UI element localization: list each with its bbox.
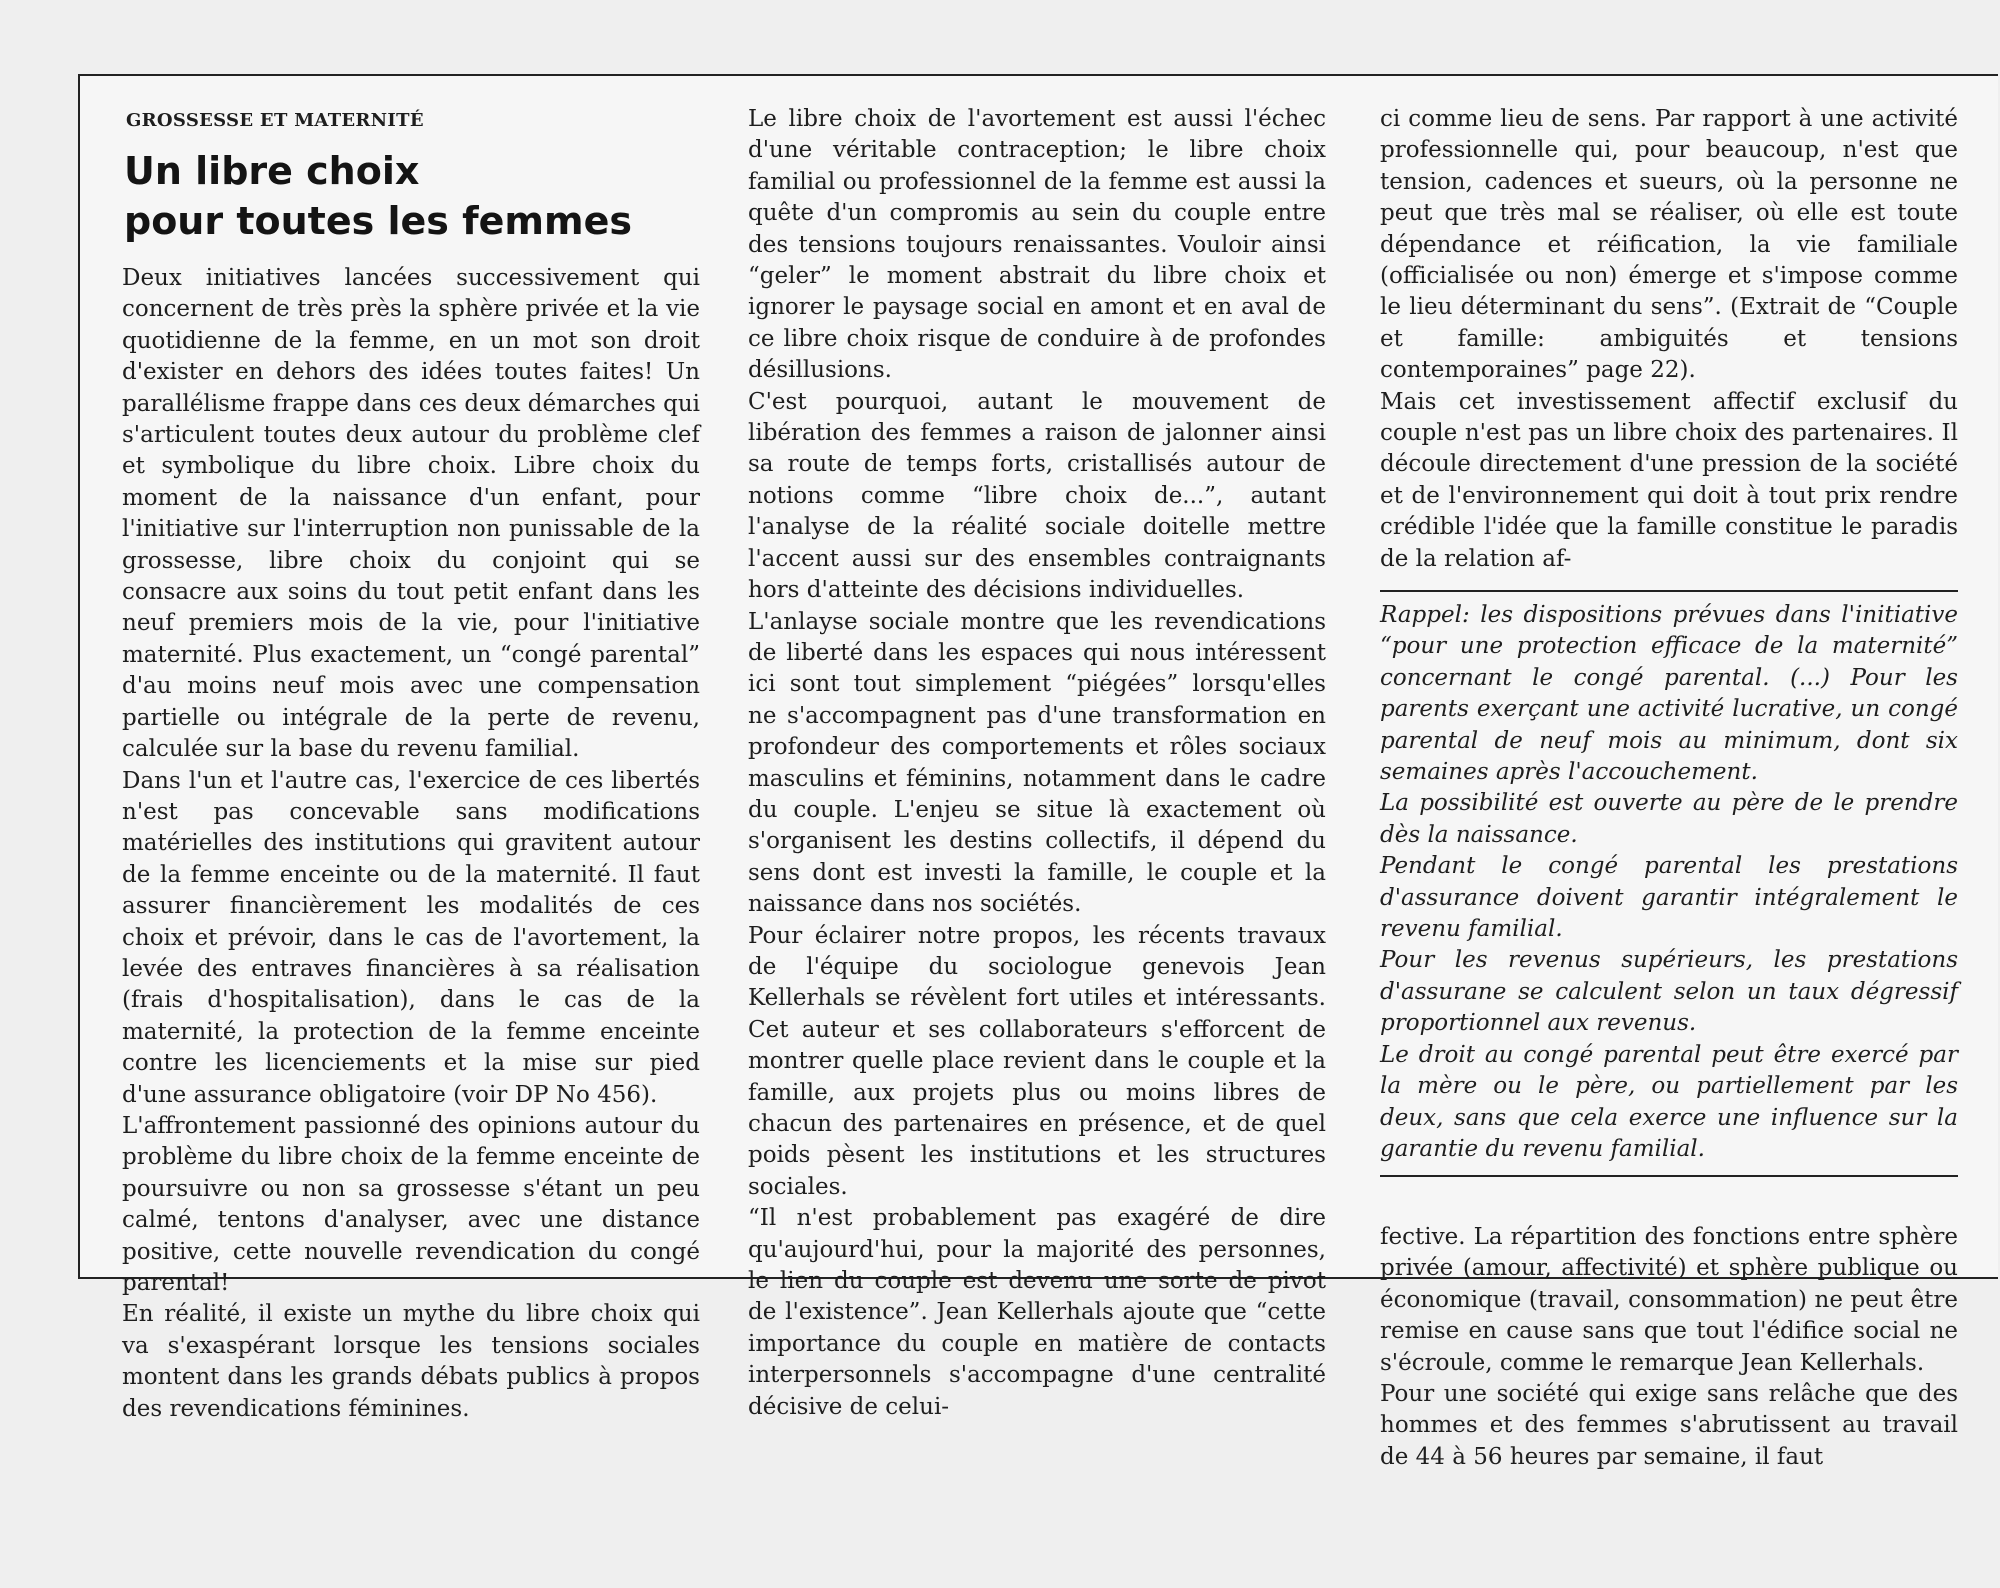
reminder-box (1380, 590, 1958, 1177)
column-3-bottom (1380, 1222, 1958, 1473)
column-3-top (1380, 104, 1958, 575)
title-line-2: pour toutes les femmes (124, 199, 632, 243)
box-paragraph: Pour les revenus supérieurs, les prestations d'assurane se calculent selon un taux dégressif proportionnel aux revenus. (1380, 947, 1958, 1037)
paragraph: Dans l'un et l'autre cas, l'exercice de ces libertés n'est pas concevable sans modifications matérielles des institutions qui gravitent autour de la femme enceinte ou de la maternité. Il faut assurer financièrement les modalités de ces choix et prévoir, dans le cas de l'avortement, la levée des entraves financières à sa réalisation (frais d'hospitalisation), dans le cas de la maternité, la protection de la femme enceinte contre les licenciements et la mise sur pied d'une assurance obligatoire (voir DP No 456). (122, 767, 700, 1108)
paragraph: “Il n'est probablement pas exagéré de dire qu'aujourd'hui, pour la majorité des personnes, le lien du couple est devenu une sorte de pivot de l'existence”. Jean Kellerhals ajoute que “cette importance du couple en matière de contacts interpersonnels s'accompagne d'une centralité décisive de celui- (748, 1205, 1326, 1420)
paragraph: En réalité, il existe un mythe du libre choix qui va s'exaspérant lorsque les tensions sociales montent dans les grands débats publics à propos des revendications féminines. (122, 1301, 700, 1422)
paragraph: L'affrontement passionné des opinions autour du problème du libre choix de la femme enceinte de poursuivre ou non sa grossesse s'étant un peu calmé, tentons d'analyser, avec une distance positive, cette nouvelle revendication du congé parental! (122, 1112, 700, 1296)
column-2 (748, 104, 1326, 1423)
paragraph: Pour une société qui exige sans relâche que des hommes et des femmes s'abrutissent au travail de 44 à 56 heures par semaine, il faut (1380, 1381, 1958, 1470)
paragraph: fective. La répartition des fonctions entre sphère privée (amour, affectivité) et sphère publique ou économique (travail, consommation) ne peut être remise en cause sans que tout l'édifice social ne s'écroule, comme le remarque Jean Kellerhals. (1380, 1224, 1958, 1376)
column-1 (122, 263, 700, 1425)
title-line-1: Un libre choix (124, 149, 420, 193)
paragraph: Pour éclairer notre propos, les récents travaux de l'équipe du sociologue genevois Jean Kellerhals se révèlent fort utiles et intéressants. Cet auteur et ses collaborateurs s'efforcent de montrer quelle place revient dans le couple et la famille, aux projets plus ou moins libres de chacun des partenaires en présence, et de quel poids pèsent les institutions et les structures sociales. (748, 922, 1326, 1200)
article-title (124, 146, 632, 246)
box-paragraph: La possibilité est ouverte au père de le prendre dès la naissance. (1380, 790, 1958, 848)
section-kicker: GROSSESSE ET MATERNITÉ (126, 110, 424, 131)
box-paragraph: Pendant le congé parental les prestations d'assurance doivent garantir intégralement le revenu familial. (1380, 853, 1958, 943)
paragraph: L'anlayse sociale montre que les revendications de liberté dans les espaces qui nous intéressent ici sont tout simplement “piégées” lorsqu'elles ne s'accompagnent pas d'une transformation en profondeur des comportements et rôles sociaux masculins et féminins, notamment dans le cadre du couple. L'enjeu se situe là exactement où s'organisent les destins collectifs, il dépend du sens dont est investi la famille, le couple et la naissance dans nos sociétés. (748, 608, 1326, 918)
paragraph: Deux initiatives lancées successivement qui concernent de très près la sphère privée et la vie quotidienne de la femme, en un mot son droit d'exister en dehors des idées toutes faites! Un parallélisme frappe dans ces deux démarches qui s'articulent toutes deux autour du problème clef et symbolique du libre choix. Libre choix du moment de la naissance d'un enfant, pour l'initiative sur l'interruption non punissable de la grossesse, libre choix du conjoint qui se consacre aux soins du tout petit enfant dans les neuf premiers mois de la vie, pour l'initiative maternité. Plus exactement, un “congé parental” d'au moins neuf mois avec une compensation partielle ou intégrale de la perte de revenu, calculée sur la base du revenu familial. (122, 265, 700, 763)
paragraph: ci comme lieu de sens. Par rapport à une activité professionnelle qui, pour beaucoup, n'est que tension, cadences et sueurs, où la personne ne peut que très mal se réaliser, où elle est toute dépendance et réification, la vie familiale (officialisée ou non) émerge et s'impose comme le lieu déterminant du sens”. (Extrait de “Couple et famille: ambiguités et tensions contemporaines” page 22). (1380, 106, 1958, 384)
paragraph: Mais cet investissement affectif exclusif du couple n'est pas un libre choix des partenaires. Il découle directement d'une pression de la société et de l'environnement qui doit à tout prix rendre crédible l'idée que la famille constitue le paradis de la relation af- (1380, 388, 1958, 572)
box-paragraph: Le droit au congé parental peut être exercé par la mère ou le père, ou partiellement par les deux, sans que cela exerce une influence sur la garantie du revenu familial. (1380, 1041, 1958, 1162)
paragraph: Le libre choix de l'avortement est aussi l'échec d'une véritable contraception; le libre choix familial ou professionnel de la femme est aussi la quête d'un compromis au sein du couple entre des tensions toujours renaissantes. Vouloir ainsi “geler” le moment abstrait du libre choix et ignorer le paysage social en amont et en aval de ce libre choix risque de conduire à de profondes désillusions. (748, 106, 1326, 384)
paragraph: C'est pourquoi, autant le mouvement de libération des femmes a raison de jalonner ainsi sa route de temps forts, cristallisés autour de notions comme “libre choix de...”, autant l'analyse de la réalité sociale doitelle mettre l'accent aussi sur des ensembles contraignants hors d'atteinte des décisions individuelles. (748, 388, 1326, 604)
box-paragraph: Rappel: les dispositions prévues dans l'initiative “pour une protection efficace de la maternité” concernant le congé parental. (...) Pour les parents exerçant une activité lucrative, un congé parental de neuf mois au minimum, dont six semaines après l'accouchement. (1380, 602, 1958, 786)
